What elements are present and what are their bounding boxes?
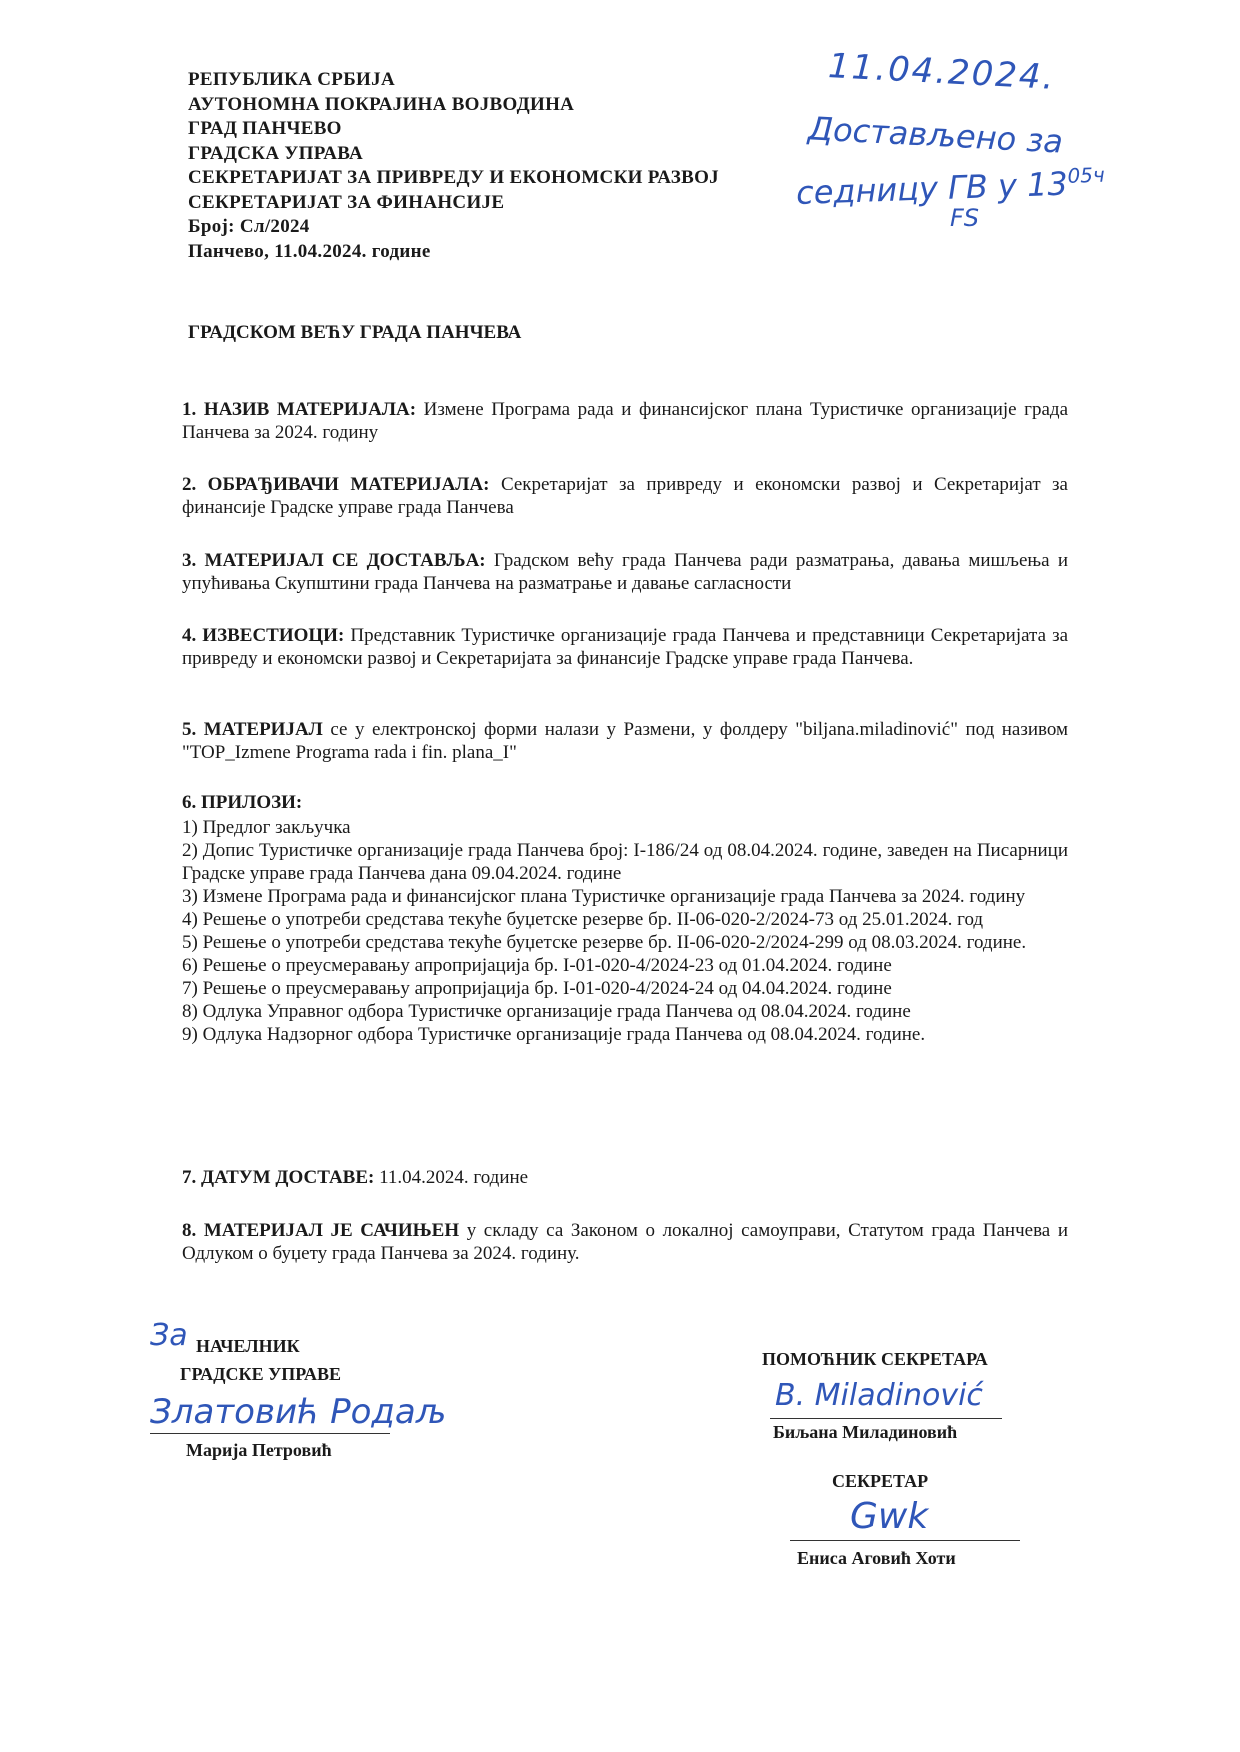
signature-handwritten: Златовић Родаљ (150, 1392, 447, 1432)
section-text: Градском већу града Панчева ради разматрања, давања мишљења и упућивања Скупштини града Панчева на разматрање и давање сагласности (182, 550, 1069, 594)
section-label: 4. ИЗВЕСТИОЦИ: (182, 625, 345, 646)
handwritten-line1: Достављено за (807, 109, 1064, 161)
section-label: 6. ПРИЛОЗИ: (182, 792, 303, 813)
section-material-location (182, 718, 1068, 764)
section-text: Секретаријат за привреду и економски развој и Секретаријат за финансије Градске управе града Панчева (182, 474, 1068, 518)
section-text: 11.04.2024. године (379, 1167, 529, 1188)
section-label: 1. НАЗИВ МАТЕРИЈАЛА: (182, 399, 417, 420)
section-delivered-to (182, 549, 1068, 595)
addressee: ГРАДСКОМ ВЕЋУ ГРАДА ПАНЧЕВА (188, 322, 522, 343)
attachment-item: 5) Решење о употреби средстава текуће буџетске резерве бр. II-06-020-2/2024-299 од 08.03.2024. године. (182, 932, 1027, 953)
attachment-item: 2) Допис Туристичке организације града Панчева број: I-186/24 од 08.04.2024. године, заведен на Писарници Градске управе града Панчева дана 09.04.2024. године (182, 840, 1068, 884)
handwritten-initials: FS (950, 204, 980, 232)
attachment-item: 3) Измене Програма рада и финансијског плана Туристичке организације града Панчева за 2024. годину (182, 886, 1026, 907)
section-processors (182, 473, 1068, 519)
signature-title: СЕКРЕТАР (832, 1471, 929, 1491)
section-label: 5. МАТЕРИЈАЛ (182, 719, 323, 740)
handwritten-time: 05ч (1067, 162, 1106, 188)
section-text: у складу са Законом о локалној самоуправи, Статутом града Панчева и Одлуком о буџету града Панчева за 2024. годину. (182, 1220, 1069, 1264)
attachment-item: 8) Одлука Управног одбора Туристичке организације града Панчева од 08.04.2024. године (182, 1001, 911, 1022)
section-text: Измене Програма рада и финансијског плана Туристичке организације града Панчева за 2024. годину (182, 399, 1069, 443)
document-number: Број: Сл/2024 (188, 216, 310, 237)
header-line: СЕКРЕТАРИЈАТ ЗА ПРИВРЕДУ И ЕКОНОМСКИ РАЗВОЈ (188, 167, 719, 188)
header-line: ГРАДСКА УПРАВА (188, 142, 364, 164)
section-legal-basis (182, 1219, 1068, 1265)
attachment-item: 4) Решење о употреби средстава текуће буџетске резерве бр. II-06-020-2/2024-73 од 25.01.2024. год (182, 909, 984, 930)
signature-title-line2: ГРАДСКЕ УПРАВЕ (180, 1364, 341, 1384)
attachment-item: 1) Предлог закључка (182, 817, 351, 838)
section-label: 7. ДАТУМ ДОСТАВЕ: (182, 1167, 375, 1188)
section-text: Представник Туристичке организације града Панчева и представници Секретаријата за привреду и економски развој и Секретаријата за финансије Градске управе града Панчева. (182, 625, 1069, 669)
section-label: 3. МАТЕРИЈАЛ СЕ ДОСТАВЉА: (182, 550, 486, 571)
signature-handwritten: B. Miladinović (775, 1378, 983, 1413)
signature-title-line1: НАЧЕЛНИК (196, 1336, 300, 1356)
section-label: 8. МАТЕРИЈАЛ ЈЕ САЧИЊЕН (182, 1220, 460, 1241)
signature-line (770, 1418, 1002, 1419)
attachment-item: 9) Одлука Надзорног одбора Туристичке организације града Панчева од 08.04.2024. године. (182, 1024, 926, 1045)
attachment-item: 7) Решење о преусмеравању апропријација бр. I-01-020-4/2024-24 од 04.04.2024. године (182, 978, 892, 999)
header-line: СЕКРЕТАРИЈАТ ЗА ФИНАНСИЈЕ (188, 191, 505, 213)
handwritten-line2: седницу ГВ у $13^{05ч}$ (795, 162, 1106, 213)
section-attachments (182, 791, 1068, 1046)
signature-title: ПОМОЋНИК СЕКРЕТАРА (762, 1349, 988, 1369)
section-material-name (182, 398, 1068, 444)
signature-line (790, 1540, 1020, 1541)
signature-line (150, 1433, 390, 1434)
signature-handwritten: Gwk (850, 1496, 929, 1537)
document-date: Панчево, 11.04.2024. године (188, 240, 431, 262)
header-line: ГРАД ПАНЧЕВО (188, 118, 342, 139)
signatory-name: Марија Петровић (186, 1440, 332, 1460)
signatory-name: Биљана Миладиновић (773, 1422, 958, 1442)
handwritten-note (795, 46, 1220, 242)
section-text: се у електронској форми налази у Размени, у фолдеру "biljana.miladinović" под називом "TOP_Izmene Programa rada i fin. plana_I" (182, 719, 1069, 763)
document-header (188, 68, 719, 264)
section-delivery-date (182, 1166, 1068, 1189)
handwritten-date: 11.04.2024. (827, 46, 1057, 98)
header-line: АУТОНОМНА ПОКРАЈИНА ВОЈВОДИНА (188, 93, 575, 115)
signatory-name: Ениса Аговић Хоти (797, 1548, 956, 1568)
attachment-item: 6) Решење о преусмеравању апропријација бр. I-01-020-4/2024-23 од 01.04.2024. године (182, 955, 892, 976)
section-label: 2. ОБРАЂИВАЧИ МАТЕРИЈАЛА: (182, 474, 490, 495)
handwritten-za: За (150, 1318, 188, 1353)
section-reporters (182, 624, 1068, 670)
header-line: РЕПУБЛИКА СРБИЈА (188, 69, 395, 90)
